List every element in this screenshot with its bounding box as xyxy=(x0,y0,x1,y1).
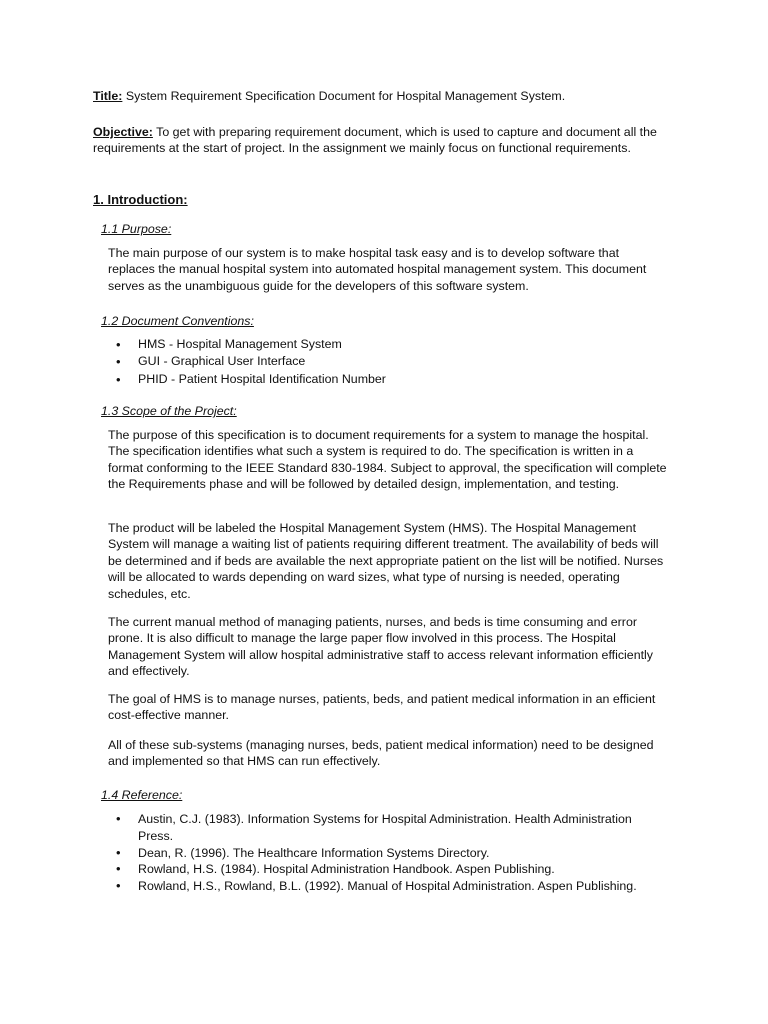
bullet-icon: • xyxy=(116,861,121,877)
list-item xyxy=(108,336,668,353)
list-item xyxy=(108,861,668,878)
reference-heading: 1.4 Reference: xyxy=(101,788,183,802)
list-item-text: Austin, C.J. (1983). Information Systems for Hospital Administration. Health Administration Press. xyxy=(138,812,632,843)
scope-paragraph: The product will be labeled the Hospital Management System (HMS). The Hospital Management System will manage a waiting list of patients requiring different treatment. The availability of beds will be determined and if beds are available the next appropriate patient on the list will be notified. Nurses will be allocated to wards depending on ward sizes, what type of nursing is needed, operating schedules, etc. xyxy=(108,521,664,601)
scope-paragraph: The current manual method of managing patients, nurses, and beds is time consuming and error prone. It is also difficult to manage the large paper flow involved in this process. The Hospital Management System will allow hospital administrative staff to access relevant information efficiently and effectively. xyxy=(108,615,653,679)
objective-label: Objective: xyxy=(93,125,153,139)
purpose-heading: 1.1 Purpose: xyxy=(101,222,172,236)
bullet-icon: • xyxy=(116,878,121,894)
list-item-text: HMS - Hospital Management System xyxy=(138,337,342,351)
scope-paragraph: The goal of HMS is to manage nurses, patients, beds, and patient medical information in an efficient cost-effective manner. xyxy=(108,692,656,723)
list-item-text: Dean, R. (1996). The Healthcare Information Systems Directory. xyxy=(138,845,490,860)
bullet-icon: • xyxy=(116,811,121,826)
bullet-icon: • xyxy=(116,354,121,370)
list-item-text: PHID - Patient Hospital Identification Number xyxy=(138,371,386,386)
conventions-heading: 1.2 Document Conventions: xyxy=(101,314,254,328)
objective-text: To get with preparing requirement document, which is used to capture and document all the requirements at the start of project. In the assignment we mainly focus on functional requirements. xyxy=(93,125,657,156)
list-item-text: Rowland, H.S., Rowland, B.L. (1992). Manual of Hospital Administration. Aspen Publishing. xyxy=(138,879,637,894)
list-item-text: Rowland, H.S. (1984). Hospital Administration Handbook. Aspen Publishing. xyxy=(138,862,555,877)
introduction-heading: 1. Introduction: xyxy=(93,192,188,207)
bullet-icon: • xyxy=(116,337,121,352)
title-line xyxy=(93,88,693,104)
title-label: Title: xyxy=(93,89,123,103)
purpose-paragraph: The main purpose of our system is to make hospital task easy and is to develop software that replaces the manual hospital system into automated hospital management system. This document serves as the unambiguous guide for the developers of this software system. xyxy=(108,246,647,293)
list-item-text: GUI - Graphical User Interface xyxy=(138,354,306,369)
scope-paragraph: The purpose of this specification is to document requirements for a system to manage the hospital. The specification identifies what such a system is required to do. The specification is written in a format conforming to the IEEE Standard 830-1984. Subject to approval, the specification will complete the Requirements phase and will be followed by detailed design, implementation, and testing. xyxy=(108,428,667,492)
scope-paragraph: All of these sub-systems (managing nurses, beds, patient medical information) need to be designed and implemented so that HMS can run effectively. xyxy=(108,738,654,769)
title-text: System Requirement Specification Document for Hospital Management System. xyxy=(122,89,566,103)
scope-heading: 1.3 Scope of the Project: xyxy=(101,404,237,418)
list-item xyxy=(108,845,668,862)
reference-list xyxy=(108,811,668,895)
list-item xyxy=(108,811,668,845)
conventions-list xyxy=(108,336,668,388)
list-item xyxy=(108,371,668,388)
bullet-icon: • xyxy=(116,844,121,860)
objective-paragraph xyxy=(93,124,673,157)
list-item xyxy=(108,353,668,370)
bullet-icon: • xyxy=(116,371,121,387)
list-item xyxy=(108,878,668,895)
